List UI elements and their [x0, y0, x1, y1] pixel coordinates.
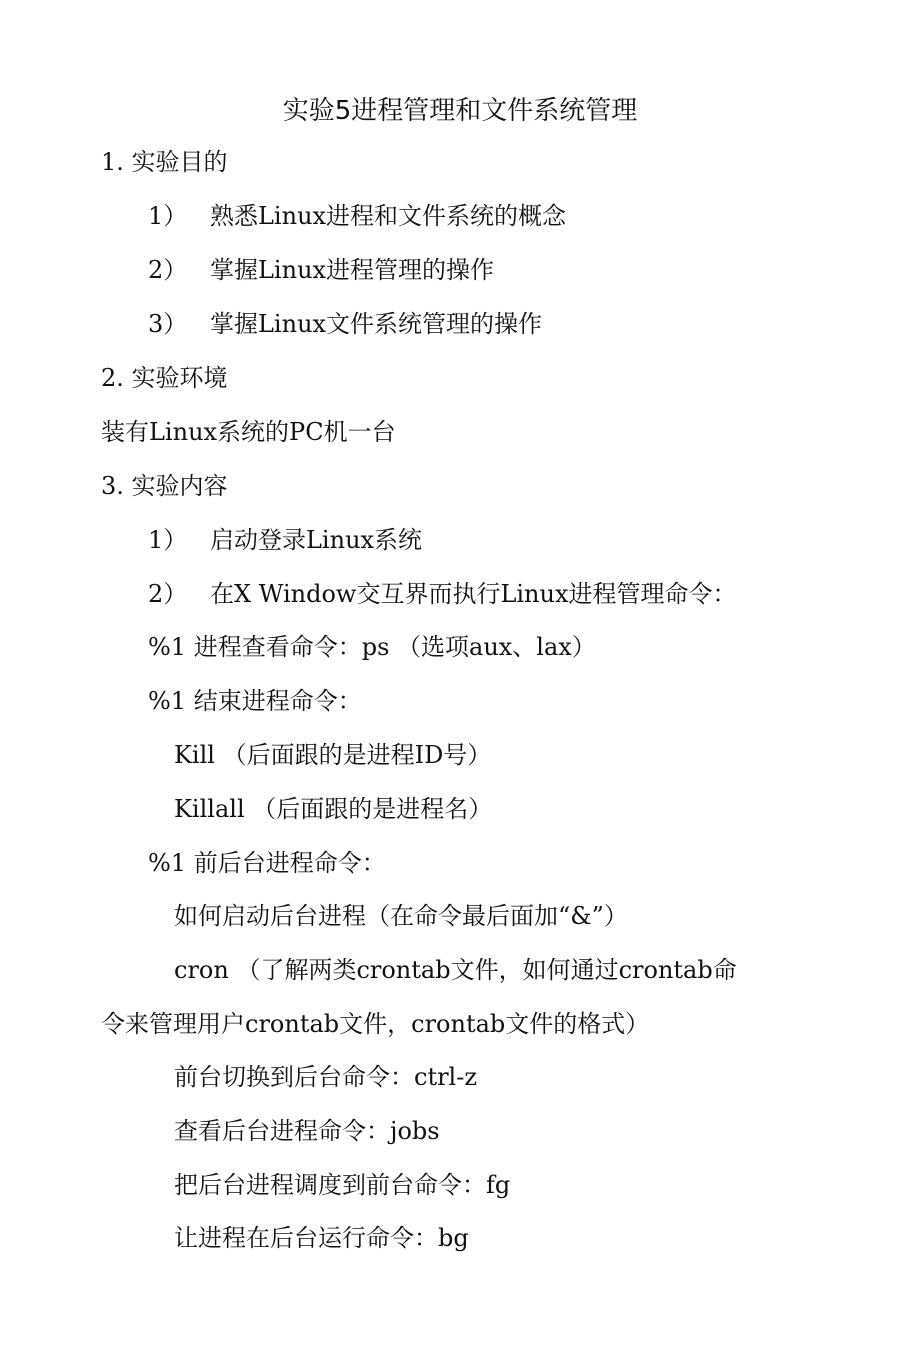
list-item-number: 2） — [148, 256, 188, 284]
background-heading: %1 前后台进程命令： — [148, 849, 386, 877]
list-item-number: 1） — [148, 202, 188, 230]
environment-text: 装有Linux系统的PC机一台 — [101, 418, 396, 446]
section-heading-environment: 2. 实验环境 — [101, 364, 228, 392]
killall-line: Killall （后面跟的是进程名） — [174, 795, 493, 823]
fg-line: 把后台进程调度到前台命令：fg — [174, 1171, 511, 1199]
cron-line-1: cron （了解两类crontab文件，如何通过crontab命 — [174, 956, 737, 984]
list-item-number: 2） — [148, 580, 188, 608]
list-item — [148, 309, 542, 339]
list-item-text: 在X Window交互界而执行Linux进程管理命令： — [210, 580, 737, 608]
cron-line-2: 令来管理用户crontab文件，crontab文件的格式） — [101, 1010, 650, 1038]
section-heading-objectives: 1. 实验目的 — [101, 148, 228, 176]
list-item-text: 启动登录Linux系统 — [210, 526, 423, 554]
background-start-line: 如何启动后台进程（在命令最后面加“&”） — [174, 902, 628, 930]
section-heading-content: 3. 实验内容 — [101, 472, 228, 500]
list-item — [148, 525, 422, 555]
document-title: 实验5进程管理和文件系统管理 — [282, 96, 638, 126]
list-item — [148, 579, 737, 609]
list-item-text: 掌握Linux进程管理的操作 — [210, 256, 495, 284]
kill-line: Kill （后面跟的是进程ID号） — [174, 741, 492, 769]
list-item — [148, 201, 566, 231]
kill-heading: %1 结束进程命令： — [148, 687, 362, 715]
list-item-text: 熟悉Linux进程和文件系统的概念 — [210, 202, 567, 230]
jobs-line: 查看后台进程命令：jobs — [174, 1117, 440, 1145]
bg-line: 让进程在后台运行命令：bg — [174, 1224, 469, 1252]
ps-command-line: %1 进程查看命令：ps （选项aux、lax） — [148, 633, 596, 661]
list-item — [148, 255, 494, 285]
list-item-text: 掌握Linux文件系统管理的操作 — [210, 310, 543, 338]
ctrlz-line: 前台切换到后台命令：ctrl-z — [174, 1063, 477, 1091]
list-item-number: 1） — [148, 526, 188, 554]
list-item-number: 3） — [148, 310, 188, 338]
